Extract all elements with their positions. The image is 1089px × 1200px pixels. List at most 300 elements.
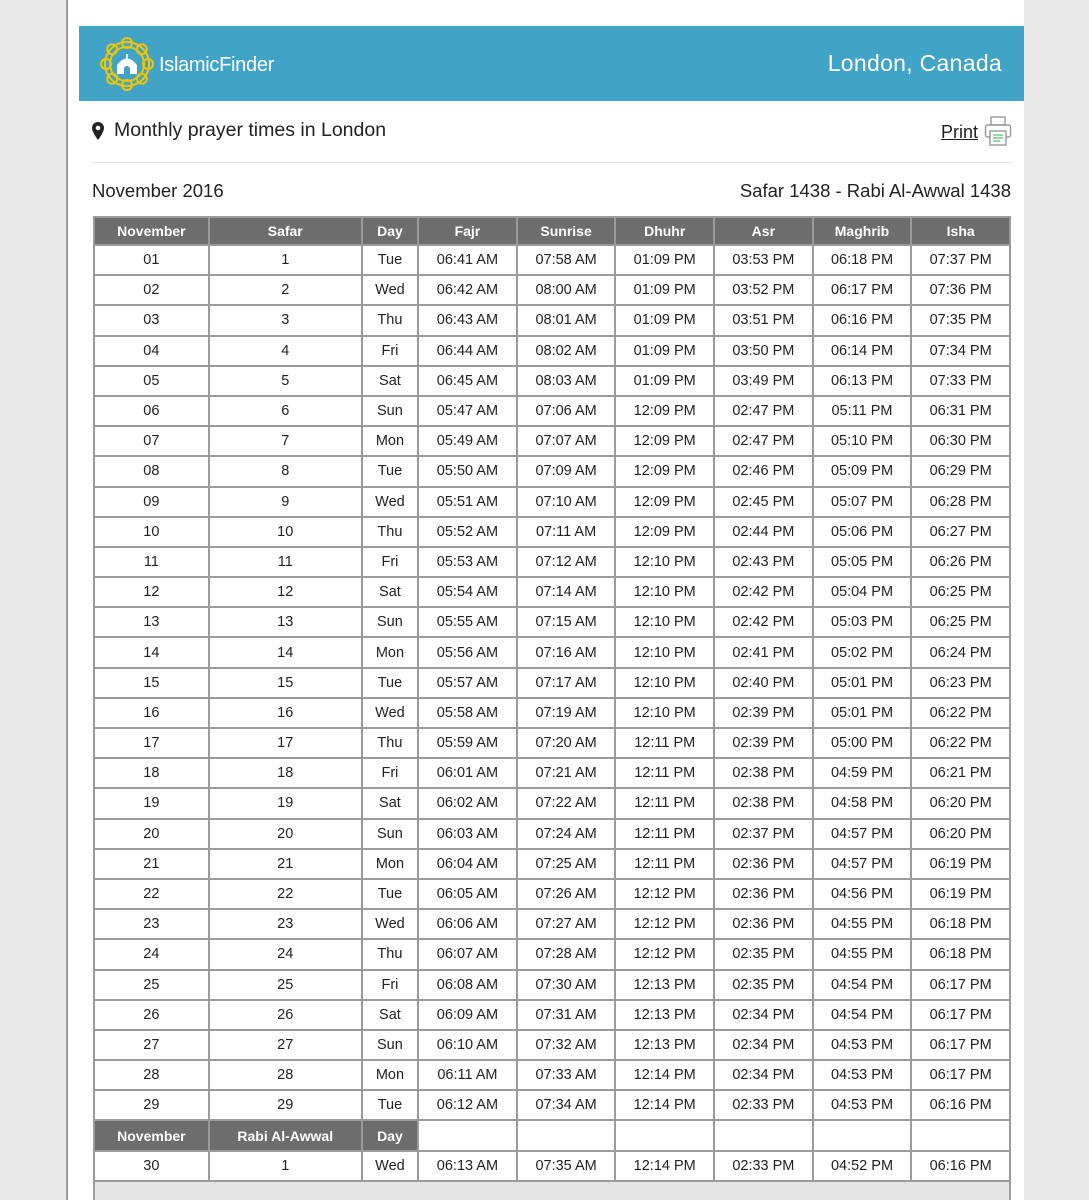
- table-cell: Tue: [363, 457, 417, 485]
- table-cell: 02:33 PM: [715, 1152, 812, 1180]
- table-cell: 05:09 PM: [814, 457, 911, 485]
- table-cell: Mon: [363, 638, 417, 666]
- table-cell: Sat: [363, 578, 417, 606]
- table-cell: 06:10 AM: [419, 1031, 516, 1059]
- table-cell: 01:09 PM: [616, 246, 713, 274]
- column-header: Sunrise: [518, 218, 615, 244]
- page-container: [66, 0, 1024, 1200]
- table-cell: 06: [95, 397, 208, 425]
- table-cell: 5: [210, 367, 361, 395]
- table-cell: 04:56 PM: [814, 880, 911, 908]
- table-cell: 05:52 AM: [419, 518, 516, 546]
- table-cell: 06:25 PM: [912, 608, 1009, 636]
- table-cell: Tue: [363, 246, 417, 274]
- table-cell: 05:00 PM: [814, 729, 911, 757]
- table-cell: 02:33 PM: [715, 1091, 812, 1119]
- table-cell: 06:16 PM: [912, 1091, 1009, 1119]
- hijri-month-range: Safar 1438 - Rabi Al-Awwal 1438: [739, 180, 1011, 201]
- table-cell: 06:18 PM: [912, 940, 1009, 968]
- table-cell: 12:11 PM: [616, 850, 713, 878]
- table-cell: 29: [95, 1091, 208, 1119]
- table-cell: Wed: [363, 910, 417, 938]
- table-cell: 07:35 AM: [518, 1152, 615, 1180]
- table-cell: Tue: [363, 669, 417, 697]
- table-row: [95, 427, 1009, 455]
- islamicfinder-logo-icon[interactable]: [99, 36, 155, 92]
- table-cell: Wed: [363, 699, 417, 727]
- table-cell: 06:16 PM: [814, 306, 911, 334]
- table-cell: 07:37 PM: [912, 246, 1009, 274]
- empty-cell: [518, 1121, 615, 1149]
- table-cell: 09: [95, 488, 208, 516]
- table-cell: 12:11 PM: [616, 729, 713, 757]
- table-cell: 12:14 PM: [616, 1091, 713, 1119]
- table-cell: 07:25 AM: [518, 850, 615, 878]
- table-cell: 1: [210, 1152, 361, 1180]
- table-cell: 07:06 AM: [518, 397, 615, 425]
- table-cell: Sun: [363, 1031, 417, 1059]
- table-subheader-row: [95, 1121, 1009, 1149]
- table-cell: 12:13 PM: [616, 1031, 713, 1059]
- table-cell: 21: [95, 850, 208, 878]
- table-cell: 12:14 PM: [616, 1152, 713, 1180]
- table-cell: Thu: [363, 940, 417, 968]
- table-cell: 15: [210, 669, 361, 697]
- table-cell: Fri: [363, 971, 417, 999]
- table-cell: 15: [95, 669, 208, 697]
- table-cell: 05: [95, 367, 208, 395]
- table-cell: 24: [95, 940, 208, 968]
- table-cell: 7: [210, 427, 361, 455]
- table-cell: 06:42 AM: [419, 276, 516, 304]
- page-title: Monthly prayer times in London: [114, 119, 387, 141]
- table-cell: 05:57 AM: [419, 669, 516, 697]
- table-cell: 07:58 AM: [518, 246, 615, 274]
- empty-cell: [912, 1121, 1009, 1149]
- table-cell: 02:35 PM: [715, 971, 812, 999]
- column-header: November: [95, 218, 208, 244]
- table-row: [95, 1091, 1009, 1119]
- table-row: [95, 367, 1009, 395]
- table-cell: 04:52 PM: [814, 1152, 911, 1180]
- table-cell: 02:47 PM: [715, 427, 812, 455]
- table-cell: 9: [210, 488, 361, 516]
- table-row: [95, 669, 1009, 697]
- table-cell: 25: [95, 971, 208, 999]
- empty-cell: [419, 1121, 516, 1149]
- table-cell: Tue: [363, 880, 417, 908]
- table-cell: Wed: [363, 1152, 417, 1180]
- table-cell: 02:34 PM: [715, 1031, 812, 1059]
- table-cell: 12:14 PM: [616, 1061, 713, 1089]
- table-cell: Thu: [363, 729, 417, 757]
- table-cell: Fri: [363, 337, 417, 365]
- table-row: [95, 608, 1009, 636]
- table-cell: 24: [210, 940, 361, 968]
- table-cell: 04:53 PM: [814, 1031, 911, 1059]
- table-cell: 06:03 AM: [419, 820, 516, 848]
- table-footer: [93, 1182, 1011, 1200]
- table-cell: 19: [210, 789, 361, 817]
- empty-cell: [616, 1121, 713, 1149]
- table-cell: Sat: [363, 367, 417, 395]
- table-cell: 07:36 PM: [912, 276, 1009, 304]
- table-cell: 06:09 AM: [419, 1001, 516, 1029]
- table-cell: 29: [210, 1091, 361, 1119]
- table-cell: 14: [95, 638, 208, 666]
- table-row: [95, 578, 1009, 606]
- table-cell: 03:50 PM: [715, 337, 812, 365]
- table-cell: Thu: [363, 518, 417, 546]
- table-cell: 13: [210, 608, 361, 636]
- table-cell: 04:53 PM: [814, 1061, 911, 1089]
- table-cell: 10: [210, 518, 361, 546]
- table-cell: 04:54 PM: [814, 1001, 911, 1029]
- table-cell: Sun: [363, 397, 417, 425]
- empty-cell: [715, 1121, 812, 1149]
- table-cell: 02:45 PM: [715, 488, 812, 516]
- table-cell: 26: [210, 1001, 361, 1029]
- table-cell: 20: [95, 820, 208, 848]
- table-cell: 05:02 PM: [814, 638, 911, 666]
- table-cell: 14: [210, 638, 361, 666]
- table-cell: 06:18 PM: [912, 910, 1009, 938]
- table-cell: 07:09 AM: [518, 457, 615, 485]
- table-row: [95, 397, 1009, 425]
- table-cell: 12:10 PM: [616, 608, 713, 636]
- column-header: Safar: [210, 218, 361, 244]
- table-cell: 12:13 PM: [616, 1001, 713, 1029]
- table-cell: 07:16 AM: [518, 638, 615, 666]
- table-cell: 12:11 PM: [616, 759, 713, 787]
- table-cell: 07:17 AM: [518, 669, 615, 697]
- table-cell: 06:06 AM: [419, 910, 516, 938]
- table-cell: 07:14 AM: [518, 578, 615, 606]
- table-cell: 02:47 PM: [715, 397, 812, 425]
- table-cell: 06:19 PM: [912, 850, 1009, 878]
- table-cell: 06:21 PM: [912, 759, 1009, 787]
- table-row: [95, 971, 1009, 999]
- table-cell: 12:10 PM: [616, 548, 713, 576]
- table-cell: 06:22 PM: [912, 699, 1009, 727]
- table-cell: 08:00 AM: [518, 276, 615, 304]
- table-cell: 27: [95, 1031, 208, 1059]
- table-cell: 03:51 PM: [715, 306, 812, 334]
- table-cell: Sat: [363, 789, 417, 817]
- table-cell: 12:09 PM: [616, 457, 713, 485]
- table-cell: 05:47 AM: [419, 397, 516, 425]
- table-cell: 27: [210, 1031, 361, 1059]
- table-cell: 12:10 PM: [616, 699, 713, 727]
- location-pin-icon: [92, 122, 104, 140]
- table-row: [95, 306, 1009, 334]
- table-cell: 28: [95, 1061, 208, 1089]
- table-cell: 07:19 AM: [518, 699, 615, 727]
- table-row: [95, 729, 1009, 757]
- table-row: [95, 850, 1009, 878]
- table-cell: 02:43 PM: [715, 548, 812, 576]
- table-cell: 07:32 AM: [518, 1031, 615, 1059]
- table-cell: 01:09 PM: [616, 306, 713, 334]
- table-cell: 20: [210, 820, 361, 848]
- print-link[interactable]: Print: [940, 122, 978, 142]
- table-cell: 06:26 PM: [912, 548, 1009, 576]
- table-cell: 04:53 PM: [814, 1091, 911, 1119]
- table-cell: 05:11 PM: [814, 397, 911, 425]
- table-cell: Mon: [363, 427, 417, 455]
- table-cell: 07:24 AM: [518, 820, 615, 848]
- table-cell: 02:35 PM: [715, 940, 812, 968]
- table-cell: 12:09 PM: [616, 397, 713, 425]
- table-cell: Wed: [363, 488, 417, 516]
- table-cell: 05:04 PM: [814, 578, 911, 606]
- table-row: [95, 246, 1009, 274]
- table-cell: 12:10 PM: [616, 669, 713, 697]
- table-cell: 03:49 PM: [715, 367, 812, 395]
- table-cell: 18: [95, 759, 208, 787]
- table-row: [95, 548, 1009, 576]
- table-cell: 05:54 AM: [419, 578, 516, 606]
- table-cell: 3: [210, 306, 361, 334]
- column-subheader: Rabi Al-Awwal: [210, 1121, 361, 1149]
- table-cell: 04: [95, 337, 208, 365]
- table-cell: Sun: [363, 608, 417, 636]
- table-cell: 12:09 PM: [616, 427, 713, 455]
- table-cell: 08:03 AM: [518, 367, 615, 395]
- table-cell: 06:20 PM: [912, 820, 1009, 848]
- table-row: [95, 1061, 1009, 1089]
- table-cell: 2: [210, 276, 361, 304]
- table-cell: 07:21 AM: [518, 759, 615, 787]
- column-header: Asr: [715, 218, 812, 244]
- table-cell: 07:22 AM: [518, 789, 615, 817]
- table-cell: 06:24 PM: [912, 638, 1009, 666]
- table-cell: 16: [95, 699, 208, 727]
- table-row: [95, 638, 1009, 666]
- table-cell: 13: [95, 608, 208, 636]
- location-label[interactable]: London, Canada: [827, 50, 1002, 76]
- table-cell: 07:27 AM: [518, 910, 615, 938]
- table-cell: 07:31 AM: [518, 1001, 615, 1029]
- table-cell: 06:01 AM: [419, 759, 516, 787]
- table-cell: 07:11 AM: [518, 518, 615, 546]
- table-cell: 11: [210, 548, 361, 576]
- table-row: [95, 337, 1009, 365]
- table-cell: 05:01 PM: [814, 669, 911, 697]
- table-cell: 12: [210, 578, 361, 606]
- table-cell: 06:16 PM: [912, 1152, 1009, 1180]
- table-row: [95, 820, 1009, 848]
- table-header-row: [95, 218, 1009, 244]
- table-cell: Tue: [363, 1091, 417, 1119]
- table-cell: 07:33 AM: [518, 1061, 615, 1089]
- table-cell: 12:09 PM: [616, 488, 713, 516]
- column-subheader: November: [95, 1121, 208, 1149]
- table-cell: 06:17 PM: [912, 971, 1009, 999]
- table-row: [95, 518, 1009, 546]
- table-cell: 17: [210, 729, 361, 757]
- table-cell: 05:49 AM: [419, 427, 516, 455]
- table-cell: 05:05 PM: [814, 548, 911, 576]
- table-cell: 18: [210, 759, 361, 787]
- table-cell: 22: [210, 880, 361, 908]
- table-cell: 02:36 PM: [715, 910, 812, 938]
- table-cell: 4: [210, 337, 361, 365]
- table-cell: 06:17 PM: [912, 1031, 1009, 1059]
- table-row: [95, 759, 1009, 787]
- table-cell: Mon: [363, 1061, 417, 1089]
- table-cell: 06:14 PM: [814, 337, 911, 365]
- table-row: [95, 699, 1009, 727]
- table-cell: 04:57 PM: [814, 820, 911, 848]
- table-cell: 06:17 PM: [814, 276, 911, 304]
- table-cell: 19: [95, 789, 208, 817]
- table-cell: 07:15 AM: [518, 608, 615, 636]
- table-cell: 02:42 PM: [715, 578, 812, 606]
- brand-name[interactable]: IslamicFinder: [159, 54, 275, 76]
- table-cell: 02:34 PM: [715, 1061, 812, 1089]
- table-cell: 07:33 PM: [912, 367, 1009, 395]
- table-cell: 02:37 PM: [715, 820, 812, 848]
- table-cell: 11: [95, 548, 208, 576]
- table-cell: 06:05 AM: [419, 880, 516, 908]
- table-cell: 06:13 AM: [419, 1152, 516, 1180]
- table-cell: 06:31 PM: [912, 397, 1009, 425]
- table-cell: 07:26 AM: [518, 880, 615, 908]
- table-cell: Thu: [363, 306, 417, 334]
- table-cell: 02:39 PM: [715, 699, 812, 727]
- table-cell: 03: [95, 306, 208, 334]
- table-cell: 12:10 PM: [616, 578, 713, 606]
- table-cell: 8: [210, 457, 361, 485]
- prayer-times-table: [93, 216, 1011, 1182]
- table-cell: 02:41 PM: [715, 638, 812, 666]
- printer-icon[interactable]: [984, 116, 1012, 146]
- column-subheader: Day: [363, 1121, 417, 1149]
- table-cell: 07:30 AM: [518, 971, 615, 999]
- table-cell: 10: [95, 518, 208, 546]
- table-cell: 07:20 AM: [518, 729, 615, 757]
- table-cell: 06:44 AM: [419, 337, 516, 365]
- table-cell: 12:13 PM: [616, 971, 713, 999]
- table-cell: 06:17 PM: [912, 1061, 1009, 1089]
- table-cell: 12:12 PM: [616, 910, 713, 938]
- table-cell: 05:51 AM: [419, 488, 516, 516]
- table-cell: 06:11 AM: [419, 1061, 516, 1089]
- table-cell: 23: [95, 910, 208, 938]
- table-cell: 07:28 AM: [518, 940, 615, 968]
- table-cell: 02:38 PM: [715, 789, 812, 817]
- table-cell: 06:45 AM: [419, 367, 516, 395]
- table-cell: 12:12 PM: [616, 940, 713, 968]
- table-cell: 06:08 AM: [419, 971, 516, 999]
- table-cell: 06:25 PM: [912, 578, 1009, 606]
- table-cell: 05:59 AM: [419, 729, 516, 757]
- table-cell: 12:12 PM: [616, 880, 713, 908]
- table-cell: 04:55 PM: [814, 940, 911, 968]
- table-cell: 05:58 AM: [419, 699, 516, 727]
- table-row: [95, 910, 1009, 938]
- table-cell: Fri: [363, 548, 417, 576]
- table-cell: 12:10 PM: [616, 638, 713, 666]
- table-cell: 22: [95, 880, 208, 908]
- table-cell: 06:29 PM: [912, 457, 1009, 485]
- table-cell: 03:52 PM: [715, 276, 812, 304]
- table-cell: 07:07 AM: [518, 427, 615, 455]
- table-cell: 01: [95, 246, 208, 274]
- table-cell: Wed: [363, 276, 417, 304]
- table-cell: 04:58 PM: [814, 789, 911, 817]
- table-cell: Fri: [363, 759, 417, 787]
- table-cell: 06:28 PM: [912, 488, 1009, 516]
- column-header: Dhuhr: [616, 218, 713, 244]
- column-header: Fajr: [419, 218, 516, 244]
- table-cell: 05:56 AM: [419, 638, 516, 666]
- table-cell: 06:23 PM: [912, 669, 1009, 697]
- table-cell: 05:55 AM: [419, 608, 516, 636]
- table-cell: 02:40 PM: [715, 669, 812, 697]
- table-cell: 01:09 PM: [616, 337, 713, 365]
- table-cell: 02:34 PM: [715, 1001, 812, 1029]
- gregorian-month: November 2016: [92, 180, 224, 201]
- table-cell: 21: [210, 850, 361, 878]
- table-cell: 05:03 PM: [814, 608, 911, 636]
- table-cell: 06:22 PM: [912, 729, 1009, 757]
- table-cell: 07:10 AM: [518, 488, 615, 516]
- table-cell: 12: [95, 578, 208, 606]
- table-cell: 03:53 PM: [715, 246, 812, 274]
- table-cell: 07:35 PM: [912, 306, 1009, 334]
- table-row: [95, 1152, 1009, 1180]
- table-cell: 02:46 PM: [715, 457, 812, 485]
- table-cell: 04:59 PM: [814, 759, 911, 787]
- table-cell: 1: [210, 246, 361, 274]
- table-cell: 17: [95, 729, 208, 757]
- table-cell: 07:12 AM: [518, 548, 615, 576]
- table-cell: 05:53 AM: [419, 548, 516, 576]
- table-cell: 07: [95, 427, 208, 455]
- table-cell: 06:30 PM: [912, 427, 1009, 455]
- empty-cell: [814, 1121, 911, 1149]
- table-cell: 6: [210, 397, 361, 425]
- site-header: [79, 26, 1024, 101]
- table-cell: 05:07 PM: [814, 488, 911, 516]
- table-cell: 06:04 AM: [419, 850, 516, 878]
- table-cell: 06:27 PM: [912, 518, 1009, 546]
- table-cell: 06:07 AM: [419, 940, 516, 968]
- table-cell: 05:01 PM: [814, 699, 911, 727]
- table-row: [95, 488, 1009, 516]
- table-cell: 06:19 PM: [912, 880, 1009, 908]
- table-cell: 08: [95, 457, 208, 485]
- column-header: Isha: [912, 218, 1009, 244]
- table-row: [95, 940, 1009, 968]
- table-cell: 30: [95, 1152, 208, 1180]
- table-cell: 12:09 PM: [616, 518, 713, 546]
- table-cell: 06:43 AM: [419, 306, 516, 334]
- table-row: [95, 1031, 1009, 1059]
- table-cell: 28: [210, 1061, 361, 1089]
- title-bar: [92, 116, 1012, 163]
- column-header: Day: [363, 218, 417, 244]
- table-cell: 04:57 PM: [814, 850, 911, 878]
- table-cell: 16: [210, 699, 361, 727]
- table-cell: 02:36 PM: [715, 880, 812, 908]
- table-cell: 26: [95, 1001, 208, 1029]
- table-cell: 02: [95, 276, 208, 304]
- table-cell: 25: [210, 971, 361, 999]
- table-cell: 06:20 PM: [912, 789, 1009, 817]
